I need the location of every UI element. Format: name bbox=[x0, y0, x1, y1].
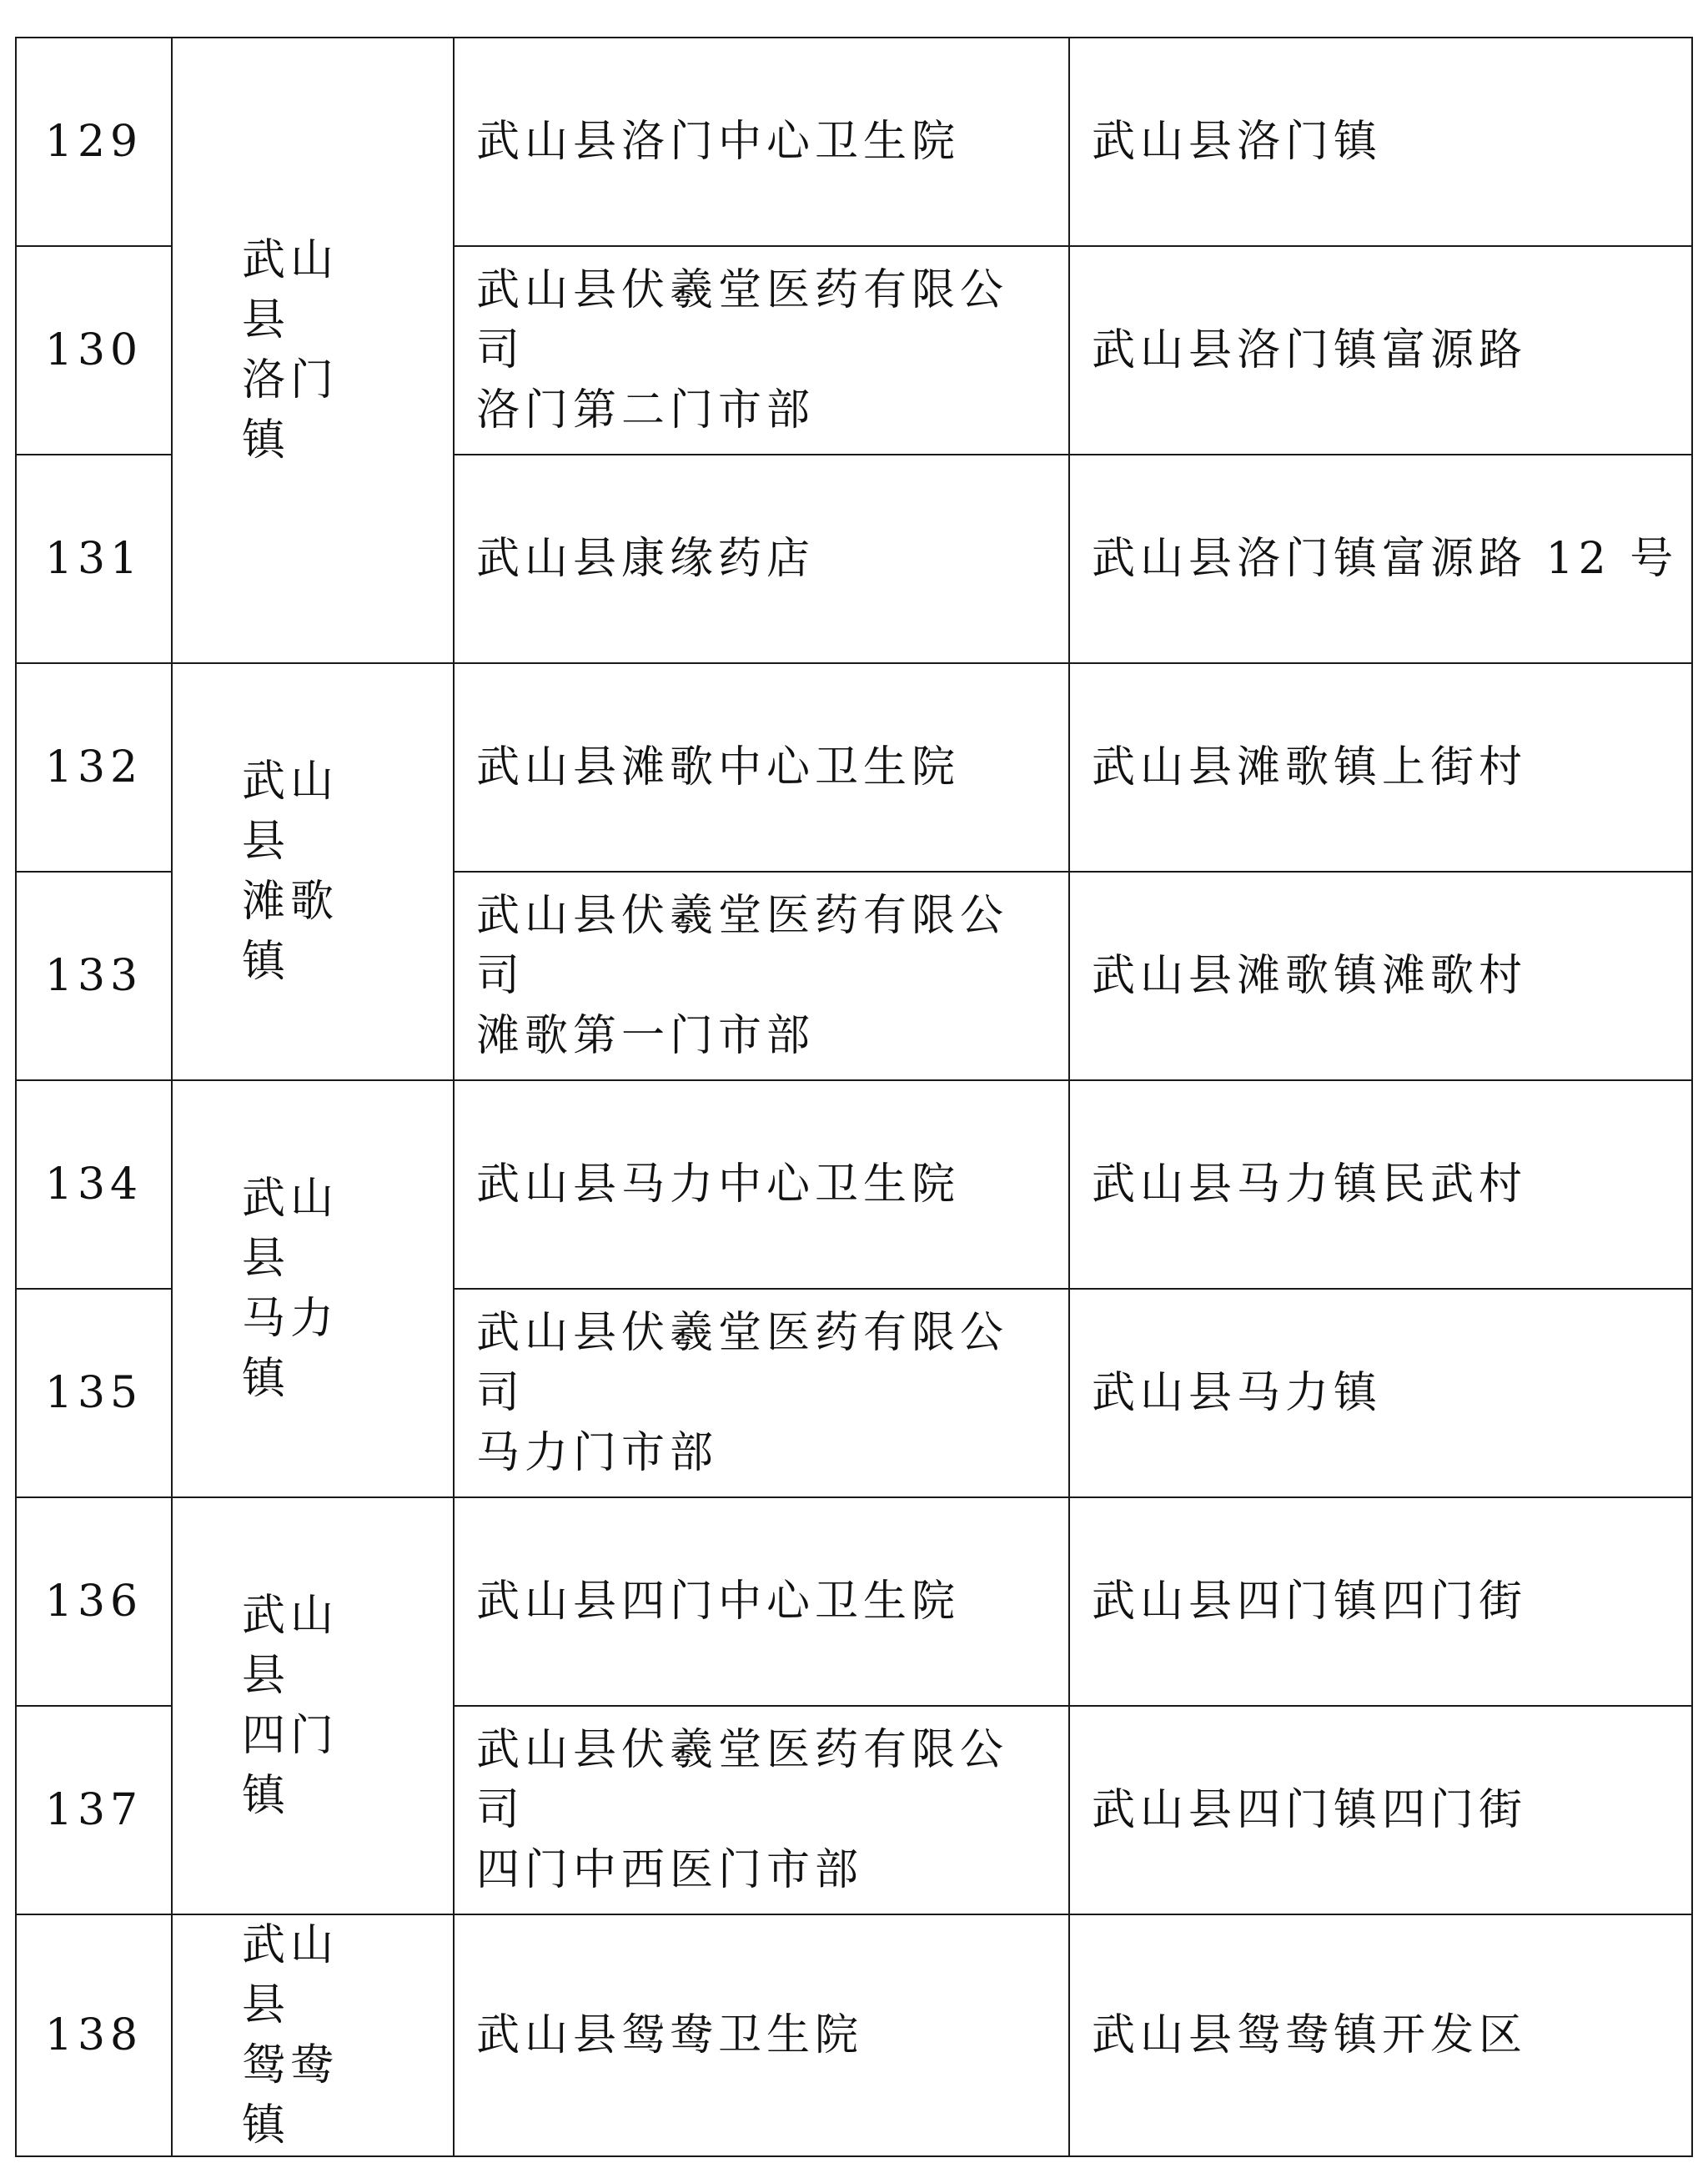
town-label: 武山县 洛门镇 bbox=[242, 235, 339, 465]
institution-address: 武山县滩歌镇滩歌村 bbox=[1069, 872, 1692, 1080]
institution-name: 武山县伏羲堂医药有限公司 四门中西医门市部 bbox=[454, 1706, 1069, 1914]
row-number: 129 bbox=[16, 38, 172, 246]
table-row bbox=[16, 663, 1692, 872]
institution-address: 武山县马力镇民武村 bbox=[1069, 1080, 1692, 1289]
table-row bbox=[16, 38, 1692, 246]
table-row bbox=[16, 1914, 1692, 2156]
institution-address: 武山县洛门镇 bbox=[1069, 38, 1692, 246]
institution-address: 武山县四门镇四门街 bbox=[1069, 1706, 1692, 1914]
institution-address: 武山县四门镇四门街 bbox=[1069, 1497, 1692, 1706]
row-number: 130 bbox=[16, 246, 172, 455]
institution-address: 武山县鸳鸯镇开发区 bbox=[1069, 1914, 1692, 2156]
row-number: 134 bbox=[16, 1080, 172, 1289]
institution-name: 武山县伏羲堂医药有限公司 洛门第二门市部 bbox=[454, 246, 1069, 455]
town-label: 武山县 马力镇 bbox=[242, 1174, 339, 1404]
town-cell bbox=[172, 663, 454, 1080]
row-number: 135 bbox=[16, 1289, 172, 1497]
row-number: 133 bbox=[16, 872, 172, 1080]
row-number: 137 bbox=[16, 1706, 172, 1914]
town-label: 武山县 四门镇 bbox=[242, 1591, 339, 1821]
institution-name: 武山县四门中心卫生院 bbox=[454, 1497, 1069, 1706]
institution-address: 武山县马力镇 bbox=[1069, 1289, 1692, 1497]
town-cell bbox=[172, 1497, 454, 1914]
institution-name: 武山县伏羲堂医药有限公司 马力门市部 bbox=[454, 1289, 1069, 1497]
table-row bbox=[16, 1080, 1692, 1289]
institution-name: 武山县马力中心卫生院 bbox=[454, 1080, 1069, 1289]
institution-address: 武山县洛门镇富源路 12 号 bbox=[1069, 455, 1692, 663]
institution-name: 武山县鸳鸯卫生院 bbox=[454, 1914, 1069, 2156]
institution-name: 武山县康缘药店 bbox=[454, 455, 1069, 663]
institution-address: 武山县洛门镇富源路 bbox=[1069, 246, 1692, 455]
row-number: 136 bbox=[16, 1497, 172, 1706]
institution-name: 武山县洛门中心卫生院 bbox=[454, 38, 1069, 246]
row-number: 131 bbox=[16, 455, 172, 663]
town-label: 武山县 滩歌镇 bbox=[242, 757, 339, 987]
town-label: 武山县 鸳鸯镇 bbox=[242, 1920, 339, 2150]
institution-address: 武山县滩歌镇上街村 bbox=[1069, 663, 1692, 872]
table-row bbox=[16, 1497, 1692, 1706]
town-cell bbox=[172, 38, 454, 663]
town-cell bbox=[172, 1080, 454, 1497]
town-cell bbox=[172, 1914, 454, 2156]
row-number: 132 bbox=[16, 663, 172, 872]
institution-name: 武山县滩歌中心卫生院 bbox=[454, 663, 1069, 872]
pharmacy-table bbox=[15, 37, 1693, 2157]
row-number: 138 bbox=[16, 1914, 172, 2156]
institution-name: 武山县伏羲堂医药有限公司 滩歌第一门市部 bbox=[454, 872, 1069, 1080]
